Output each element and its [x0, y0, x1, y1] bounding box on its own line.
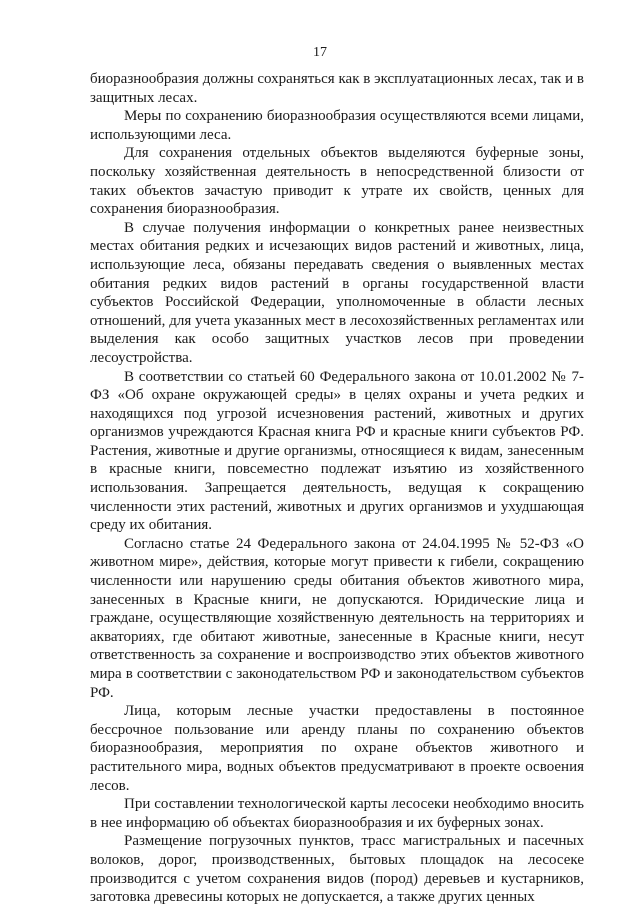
page-number: 17: [313, 45, 327, 60]
paragraph: Для сохранения отдельных объектов выделяются буферные зоны, поскольку хозяйственная деятельность в непосредственной близости от таких объектов зачастую приводит к утрате их свойств, ценных для сохранения биоразнообразия.: [90, 145, 584, 218]
paragraph: Размещение погрузочных пунктов, трасс магистральных и пасечных волоков, дорог, производственных, бытовых площадок на лесосеке производится с учетом сохранения видов (пород) деревьев и кустарников, заготовка древесины которых не допускается, а также других ценных: [90, 833, 584, 906]
paragraph: В соответствии со статьей 60 Федерального закона от 10.01.2002 № 7-ФЗ «Об охране окружающей среды» в целях охраны и учета редких и находящихся под угрозой исчезновения растений, животных и других организмов учреждаются Красная книга РФ и красные книги субъектов РФ. Растения, животные и другие организмы, относящиеся к видам, занесенным в красные книги, повсеместно подлежат изъятию из хозяйственного использования. Запрещается деятельность, ведущая к сокращению численности этих растений, животных и других организмов и ухудшающая среду их обитания.: [90, 368, 584, 534]
paragraph: Лица, которым лесные участки предоставлены в постоянное бессрочное пользование или аренду планы по сохранению объектов биоразнообразия, мероприятия по охране объектов животного и растительного мира, водных объектов предусматривают в проекте освоения лесов.: [90, 703, 584, 794]
body-text: [90, 70, 584, 907]
paragraph: Согласно статье 24 Федерального закона от 24.04.1995 № 52-ФЗ «О животном мире», действия, которые могут привести к гибели, сокращению численности или нарушению среды обитания объектов животного мира, занесенных в Красные книги, не допускаются. Юридические лица и граждане, осуществляющие хозяйственную деятельность на территориях и акваториях, где обитают животные, занесенные в Красные книги, несут ответственность за сохранение и воспроизводство этих объектов животного мира в соответствии с законодательством РФ и законодательством субъектов РФ.: [90, 535, 584, 701]
paragraph: При составлении технологической карты лесосеки необходимо вносить в нее информацию об объектах биоразнообразия и их буферных зонах.: [90, 796, 584, 831]
paragraph: В случае получения информации о конкретных ранее неизвестных местах обитания редких и исчезающих видов растений и животных, лица, использующие леса, обязаны передавать сведения о выявленных местах обитания редких видов растений в органы государственной власти субъектов Российской Федерации, уполномоченные в области лесных отношений, для учета указанных мест в лесохозяйственных регламентах или выделения как особо защитных участков лесов при проведении лесоустройства.: [90, 219, 584, 366]
paragraph: Меры по сохранению биоразнообразия осуществляются всеми лицами, использующими леса.: [90, 108, 584, 143]
paragraph: биоразнообразия должны сохраняться как в эксплуатационных лесах, так и в защитных лесах.: [90, 71, 584, 106]
